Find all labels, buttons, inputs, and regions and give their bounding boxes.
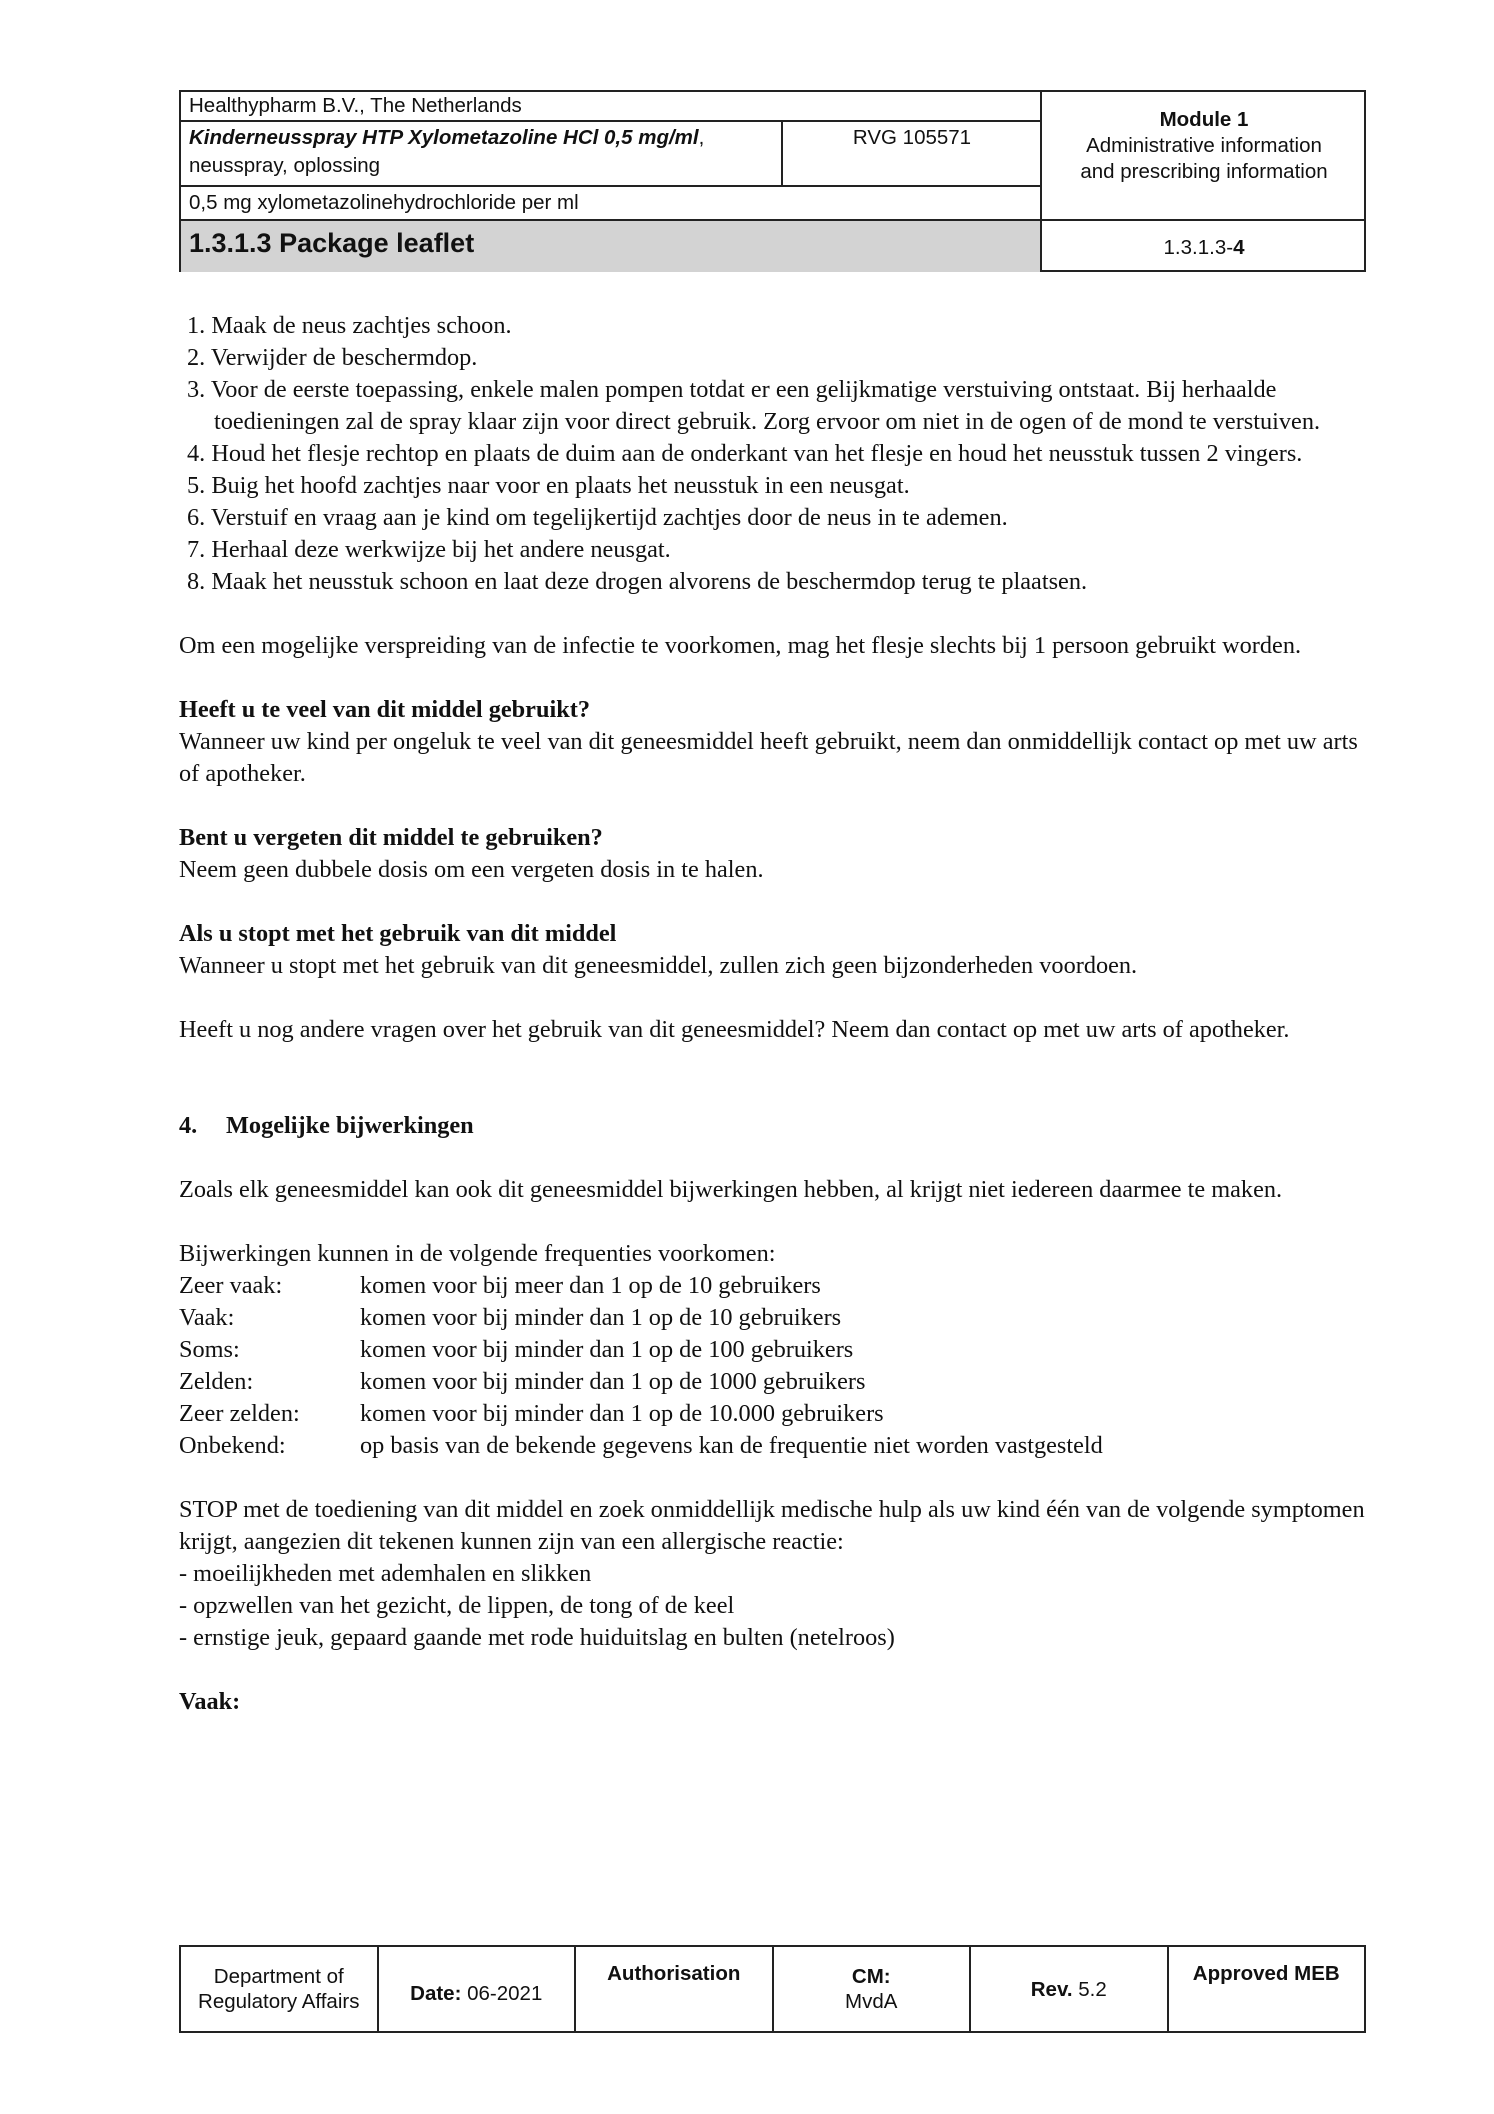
instruction-text: Maak het neusstuk schoon en laat deze drogen alvorens de beschermdop terug te plaatsen. (211, 568, 1088, 595)
frequency-label: Zeer zelden: (179, 1400, 300, 1427)
forgot-heading: Bent u vergeten dit middel te gebruiken? (179, 824, 603, 851)
header-divider-row3 (181, 219, 1366, 221)
module-line-2: and prescribing information (1080, 160, 1328, 183)
rev-label: Rev. (1030, 1977, 1073, 2001)
stop-heading: Als u stopt met het gebruik van dit middel (179, 920, 617, 947)
product-form: neusspray, oplossing (189, 154, 381, 177)
frequency-row (179, 1366, 1369, 1398)
side-effects-intro: Zoals elk geneesmiddel kan ook dit geneesmiddel bijwerkingen hebben, al krijgt niet iedereen daarmee te maken. (179, 1176, 1283, 1203)
instruction-text: Buig het hoofd zachtjes naar voor en plaats het neusstuk in een neusgat. (211, 472, 910, 499)
module-title: Module 1 (1159, 108, 1249, 131)
section-title: 1.3.1.3 Package leaflet (189, 228, 475, 258)
frequency-label: Zelden: (179, 1368, 254, 1395)
approved-label: Approved MEB (1192, 1962, 1340, 1985)
footer-department (181, 1947, 379, 2031)
overdose-heading: Heeft u te veel van dit middel gebruikt? (179, 696, 590, 723)
frequency-label: Vaak: (179, 1304, 235, 1331)
instruction-text: Verwijder de beschermdop. (210, 344, 478, 371)
frequency-description: komen voor bij minder dan 1 op de 100 gebruikers (360, 1336, 854, 1363)
overdose-text: Wanneer uw kind per ongeluk te veel van dit geneesmiddel heeft gebruikt, neem dan onmiddellijk contact op met uw arts of apotheker. (179, 728, 1358, 787)
frequency-description: komen voor bij minder dan 1 op de 10.000 gebruikers (360, 1400, 884, 1427)
frequency-label: Zeer vaak: (179, 1272, 283, 1299)
stop-text: Wanneer u stopt met het gebruik van dit geneesmiddel, zullen zich geen bijzonderheden voordoen. (179, 952, 1138, 979)
cm-label: CM: (851, 1965, 891, 1988)
instruction-text: Voor de eerste toepassing, enkele malen pompen totdat er een gelijkmatige verstuiving ontstaat. Bij herhaalde toedieningen zal de spray klaar zijn voor direct gebruik. Zorg ervoor om niet in de ogen of de mond te verstuiven. (210, 376, 1321, 435)
footer-cm (774, 1947, 972, 2031)
department-line-1: Department of (213, 1965, 344, 1988)
footer-date (379, 1947, 577, 2031)
symptom-item: - ernstige jeuk, gepaard gaande met rode huiduitslag en bulten (netelroos) (179, 1624, 895, 1651)
page-reference (1042, 235, 1366, 261)
instruction-number: 1. (187, 312, 206, 339)
instruction-text: Houd het flesje rechtop en plaats de duim aan de onderkant van het flesje en houd het neusstuk tussen 2 vingers. (211, 440, 1303, 467)
frequency-intro: Bijwerkingen kunnen in de volgende frequenties voorkomen: (179, 1240, 776, 1267)
product-name-italic: Kinderneusspray HTP Xylometazoline HCl 0,5 mg/ml (189, 126, 699, 149)
instruction-number: 8. (187, 568, 206, 595)
instruction-item (179, 566, 1369, 598)
header-divider-row1 (181, 120, 1041, 122)
leaflet-content (179, 310, 1369, 1718)
instruction-number: 4. (187, 440, 206, 467)
cm-value: MvdA (845, 1990, 898, 2013)
section-4-title: Mogelijke bijwerkingen (226, 1112, 474, 1139)
document-header-table (179, 90, 1366, 272)
instruction-item (179, 310, 1369, 342)
instruction-item (179, 374, 1369, 438)
frequency-row (179, 1270, 1369, 1302)
frequency-row (179, 1334, 1369, 1366)
product-name-comma: , (698, 126, 705, 149)
instruction-item (179, 534, 1369, 566)
vaak-heading: Vaak: (179, 1688, 241, 1715)
frequency-row (179, 1302, 1369, 1334)
instruction-item (179, 438, 1369, 470)
instruction-list (179, 310, 1369, 598)
questions-text: Heeft u nog andere vragen over het gebruik van dit geneesmiddel? Neem dan contact op met uw arts of apotheker. (179, 1016, 1290, 1043)
frequency-description: komen voor bij minder dan 1 op de 10 gebruikers (360, 1304, 842, 1331)
frequency-description: op basis van de bekende gegevens kan de frequentie niet worden vastgesteld (360, 1432, 1103, 1459)
company-name: Healthypharm B.V., The Netherlands (189, 94, 522, 117)
section-4-heading (179, 1110, 1369, 1142)
instruction-number: 3. (187, 376, 206, 403)
symptom-item: - opzwellen van het gezicht, de lippen, de tong of de keel (179, 1592, 735, 1619)
stop-warning: STOP met de toediening van dit middel en zoek onmiddellijk medische hulp als uw kind één van de volgende symptomen krijgt, aangezien dit tekenen kunnen zijn van een allergische reactie: (179, 1496, 1365, 1555)
composition: 0,5 mg xylometazolinehydrochloride per ml (189, 191, 579, 214)
department-line-2: Regulatory Affairs (198, 1990, 360, 2013)
instruction-number: 5. (187, 472, 206, 499)
instruction-text: Maak de neus zachtjes schoon. (211, 312, 512, 339)
instruction-number: 6. (187, 504, 206, 531)
frequency-label: Onbekend: (179, 1432, 286, 1459)
frequency-row (179, 1398, 1369, 1430)
instruction-number: 7. (187, 536, 206, 563)
symptom-item: - moeilijkheden met ademhalen en slikken (179, 1560, 592, 1587)
rev-value: 5.2 (1078, 1977, 1107, 2001)
page-prefix: 1.3.1.3- (1163, 236, 1234, 259)
instruction-item (179, 470, 1369, 502)
footer-revision (971, 1947, 1169, 2031)
footer-authorisation (576, 1947, 774, 2031)
frequency-description: komen voor bij minder dan 1 op de 1000 gebruikers (360, 1368, 866, 1395)
instruction-item (179, 502, 1369, 534)
symptom-list (179, 1558, 1369, 1654)
date-label: Date: (410, 1981, 462, 2005)
frequency-list (179, 1270, 1369, 1462)
frequency-label: Soms: (179, 1336, 240, 1363)
frequency-description: komen voor bij meer dan 1 op de 10 gebruikers (360, 1272, 821, 1299)
instruction-text: Herhaal deze werkwijze bij het andere neusgat. (211, 536, 671, 563)
authorisation-label: Authorisation (607, 1962, 741, 1985)
instruction-number: 2. (187, 344, 206, 371)
page-number: 4 (1233, 236, 1245, 259)
header-divider-row2 (181, 185, 1041, 187)
footer-approved (1169, 1947, 1365, 2031)
module-line-1: Administrative information (1086, 134, 1322, 157)
infection-note: Om een mogelijke verspreiding van de infectie te voorkomen, mag het flesje slechts bij 1 persoon gebruikt worden. (179, 632, 1302, 659)
frequency-row (179, 1430, 1369, 1462)
rvg-number: RVG 105571 (852, 126, 972, 149)
forgot-text: Neem geen dubbele dosis om een vergeten dosis in te halen. (179, 856, 764, 883)
date-value: 06-2021 (467, 1981, 543, 2005)
document-footer-table (179, 1945, 1366, 2033)
product-name (189, 125, 779, 151)
section-4-number: 4. (179, 1112, 198, 1139)
instruction-item (179, 342, 1369, 374)
instruction-text: Verstuif en vraag aan je kind om tegelijkertijd zachtjes door de neus in te ademen. (210, 504, 1008, 531)
